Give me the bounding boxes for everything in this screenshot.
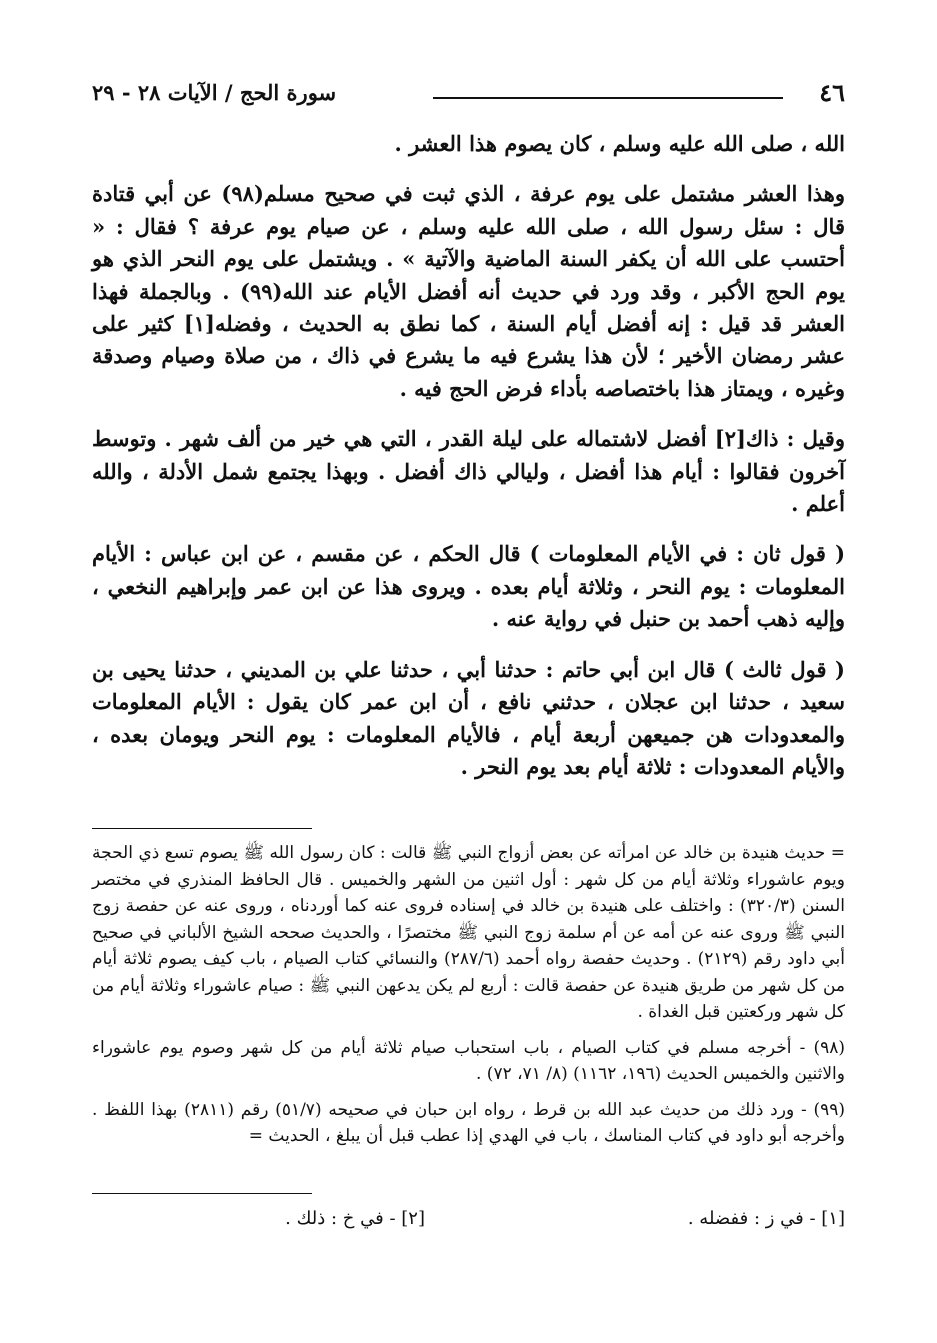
main-text	[92, 128, 845, 801]
variants-rule	[92, 1193, 312, 1194]
footnote-99: (٩٩) - ورد ذلك من حديث عبد الله بن قرط ، رواه ابن حبان في صحيحه (٥١/٧) رقم (٢٨١١) بهذا اللفظ . وأخرجه أبو داود في كتاب المناسك ، باب في الهدي إذا عطب قبل أن يبلغ ، الحديث =	[92, 1099, 845, 1146]
paragraph-5: ( قول ثالث ) قال ابن أبي حاتم : حدثنا أبي ، حدثنا علي بن المديني ، حدثنا يحيى بن سعيد ، حدثنا ابن عجلان ، حدثني نافع ، أن ابن عمر كان يقول : الأيام المعلومات والمعدودات هن جميعهن أربعة أيام ، فالأيام المعلومات : يوم النحر ويومان بعده ، والأيام المعدودات : ثلاثة أيام بعد يوم النحر .	[92, 656, 845, 779]
paragraph-4: ( قول ثان : في الأيام المعلومات ) قال الحكم ، عن مقسم ، عن ابن عباس : الأيام المعلومات : يوم النحر ، وثلاثة أيام بعده . ويروى هذا عن ابن عمر وإبراهيم النخعي ، وإليه ذهب أحمد بن حنبل في رواية عنه .	[92, 541, 845, 632]
footnote-rule	[92, 828, 312, 829]
running-title: سورة الحج / الآيات ٢٨ - ٢٩	[92, 80, 337, 105]
paragraph-2	[92, 178, 845, 405]
header-rule	[433, 97, 783, 99]
footnotes	[92, 840, 845, 1159]
variant-1: [١] - في ز : ففضله .	[687, 1208, 845, 1229]
paragraph-2-intro: وهذا العشر مشتمل على يوم عرفة ، الذي ثبت في صحيح مسلم(٩٨) عن أبي قتادة قال : سئل رسول الله ، صلى الله عليه وسلم ، عن صيام يوم عرفة ؟ فقال :	[92, 181, 845, 239]
footnote-continued: = حديث هنيدة بن خالد عن امرأته عن بعض أزواج النبي ﷺ قالت : كان رسول الله ﷺ يصوم تسع ذي الحجة ويوم عاشوراء وثلاثة أيام من كل شهر : أول اثنين من الشهر والخميس . قال الحافظ المنذري في مختصر السنن (٣٢٠/٣) : واختلف على هنيدة بن خالد في إسناده فروى عنه كما أوردناه ، وروى عنه عن حفصة زوج النبي ﷺ وروى عنه عن أمه عن أم سلمة زوج النبي ﷺ مختصرًا ، والحديث صححه الشيخ الألباني في صحيح أبي داود رقم (٢١٢٩) . وحديث حفصة رواه أحمد (٢٨٧/٦) والنسائي كتاب الصيام ، باب كيف يصوم ثلاثة أيام من كل شهر من طريق هنيدة عن حفصة قالت : أربع لم يكن يدعهن النبي ﷺ : صيام عاشوراء وثلاثة أيام من كل شهر وركعتين قبل الغداة .	[92, 843, 845, 1022]
page-number: ٤٦	[819, 78, 845, 107]
paragraph-3: وقيل : ذاك[٢] أفضل لاشتماله على ليلة القدر ، التي هي خير من ألف شهر . وتوسط آخرون فقالوا : أيام هذا أفضل ، وليالي ذاك أفضل . وبهذا يجتمع شمل الأدلة ، والله أعلم .	[92, 426, 845, 517]
hadith-quote: « أحتسب على الله أن يكفر السنة الماضية والآتية »	[92, 213, 846, 272]
footnote-98: (٩٨) - أخرجه مسلم في كتاب الصيام ، باب استحباب صيام ثلاثة أيام من كل شهر وصوم يوم عاشوراء والاثنين والخميس الحديث (١٩٦، ١١٦٢) (٨/ ٧١، ٧٢) .	[92, 1037, 845, 1084]
page-header	[92, 78, 845, 114]
paragraph-1: الله ، صلى الله عليه وسلم ، كان يصوم هذا العشر .	[394, 131, 845, 156]
variant-2: [٢] - في خ : ذلك .	[285, 1208, 425, 1229]
paragraph-2-rest: . ويشتمل على يوم النحر الذي هو يوم الحج الأكبر ، وقد ورد في حديث أنه أفضل الأيام عند الله(٩٩) . وبالجملة فهذا العشر قد قيل : إنه أفضل أيام السنة ، كما نطق به الحديث ، وفضله[١] كثير على عشر رمضان الأخير ؛ لأن هذا يشرع فيه ما يشرع في ذاك ، من صلاة وصيام وصدقة وغيره ، ويمتاز هذا باختصاصه بأداء فرض الحج فيه .	[92, 246, 845, 401]
manuscript-variants	[92, 1208, 845, 1238]
